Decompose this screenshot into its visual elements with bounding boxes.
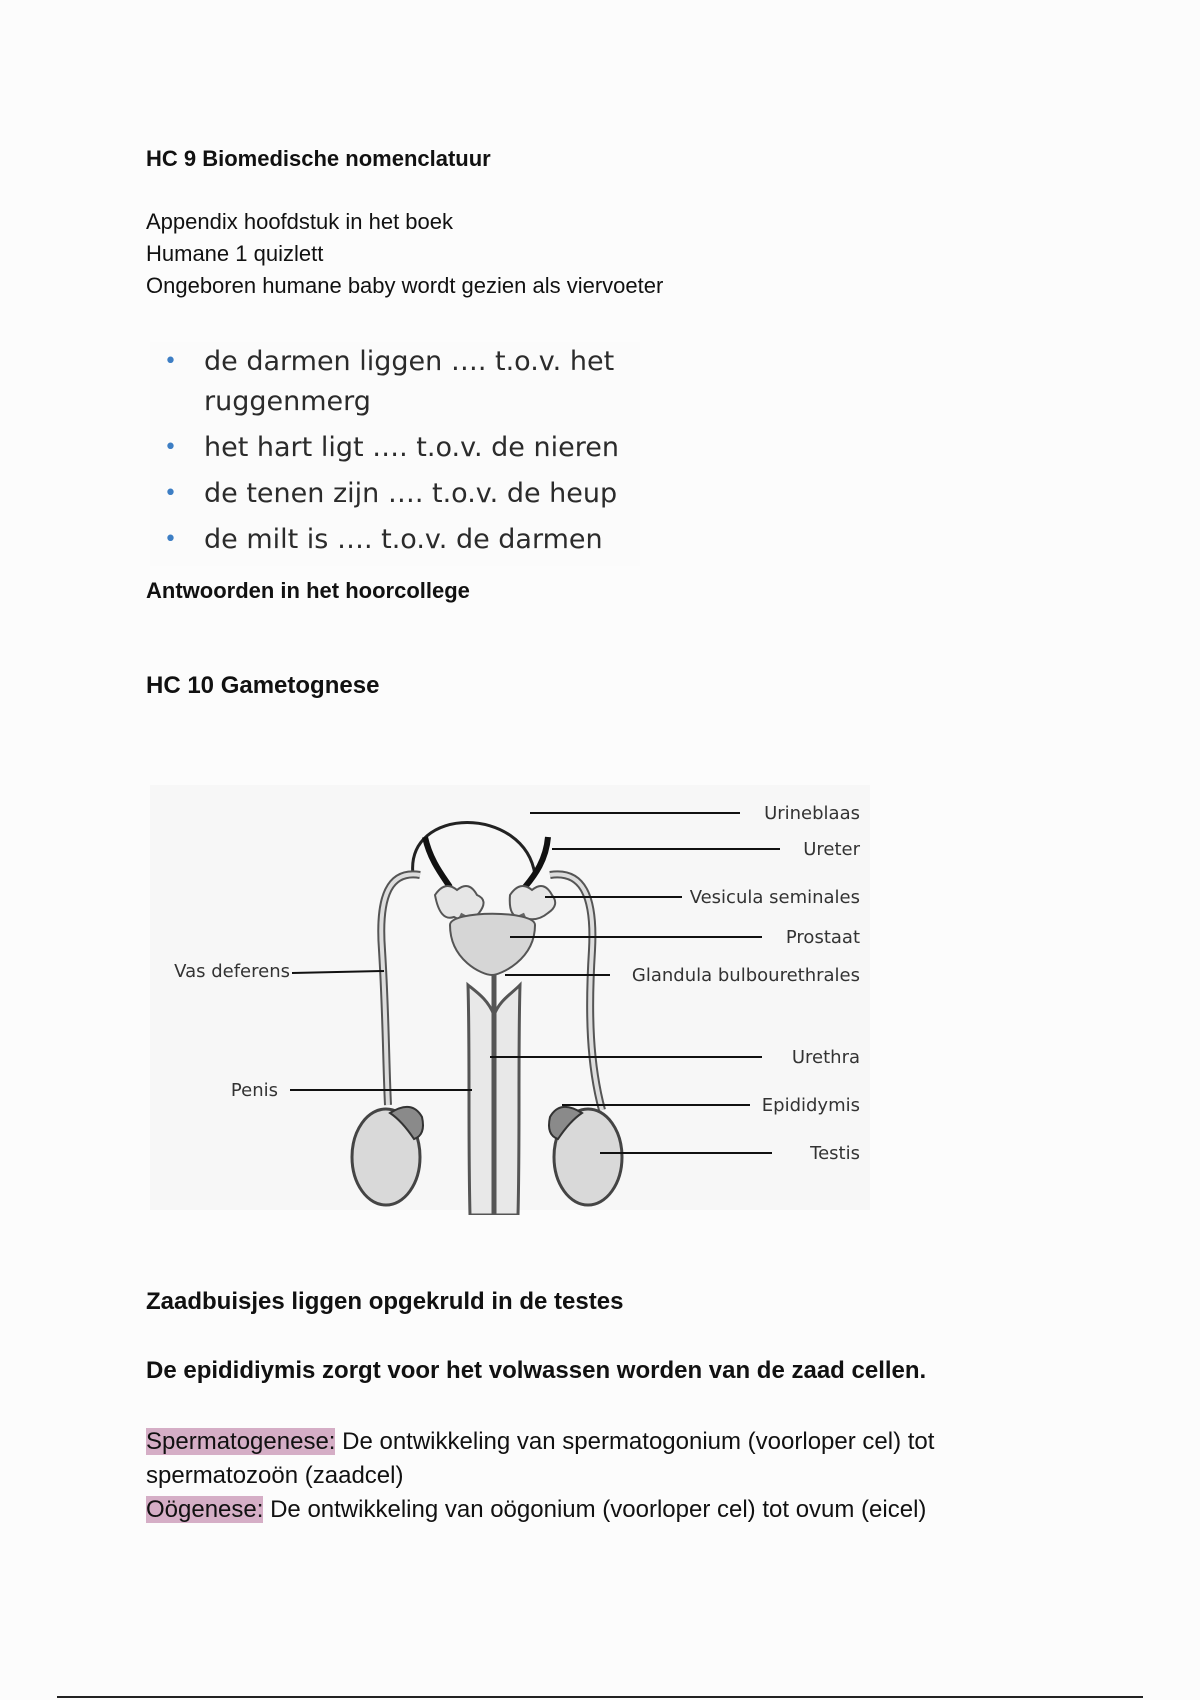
statement-zaadbuisjes: Zaadbuisjes liggen opgekruld in de testes	[146, 1288, 624, 1315]
bullet-icon: •	[164, 435, 177, 460]
oogenese-text: De ontwikkeling van oögonium (voorloper cel) tot ovum (eicel)	[263, 1496, 927, 1523]
bullet-icon: •	[164, 481, 177, 506]
label-vas-deferens: Vas deferens	[174, 961, 290, 982]
label-urethra: Urethra	[791, 1047, 860, 1068]
reproductive-anatomy-diagram	[150, 775, 880, 1215]
spermatogenese-definition	[146, 1425, 1066, 1493]
label-urineblaas: Urineblaas	[764, 803, 860, 824]
hc10-title: HC 10 Gametognese	[146, 672, 380, 699]
label-vesicula-seminales: Vesicula seminales	[689, 887, 860, 908]
quiz-bullet-list	[150, 342, 640, 566]
hc9-line-2: Humane 1 quizlett	[146, 241, 324, 266]
list-item: • de tenen zijn …. t.o.v. de heup	[150, 474, 640, 514]
label-testis: Testis	[810, 1143, 860, 1164]
spermatogenese-term: Spermatogenese:	[146, 1428, 336, 1455]
bullet-icon: •	[164, 349, 177, 374]
oogenese-term: Oögenese:	[146, 1496, 264, 1523]
page-bottom-divider	[57, 1696, 1143, 1698]
label-epididymis: Epididymis	[761, 1095, 860, 1116]
spermatogenese-text: De ontwikkeling van spermatogonium (voorloper cel) tot spermatozoön (zaadcel)	[146, 1428, 935, 1489]
label-prostaat: Prostaat	[785, 927, 860, 948]
answers-note: Antwoorden in het hoorcollege	[146, 578, 470, 603]
oogenese-definition	[146, 1493, 1066, 1527]
label-penis: Penis	[230, 1080, 278, 1101]
label-ureter: Ureter	[803, 839, 860, 860]
list-item: • de milt is …. t.o.v. de darmen	[150, 520, 640, 560]
hc9-line-1: Appendix hoofdstuk in het boek	[146, 209, 454, 234]
hc9-line-3: Ongeboren humane baby wordt gezien als viervoeter	[146, 273, 664, 298]
list-item: • het hart ligt …. t.o.v. de nieren	[150, 428, 640, 468]
label-glandula: Glandula bulbourethrales	[631, 965, 860, 986]
hc9-title: HC 9 Biomedische nomenclatuur	[146, 146, 491, 171]
statement-epididymis: De epididiymis zorgt voor het volwassen worden van de zaad cellen.	[146, 1357, 927, 1384]
list-item: • de darmen liggen …. t.o.v. het ruggenmerg	[150, 342, 640, 422]
bullet-icon: •	[164, 527, 177, 552]
